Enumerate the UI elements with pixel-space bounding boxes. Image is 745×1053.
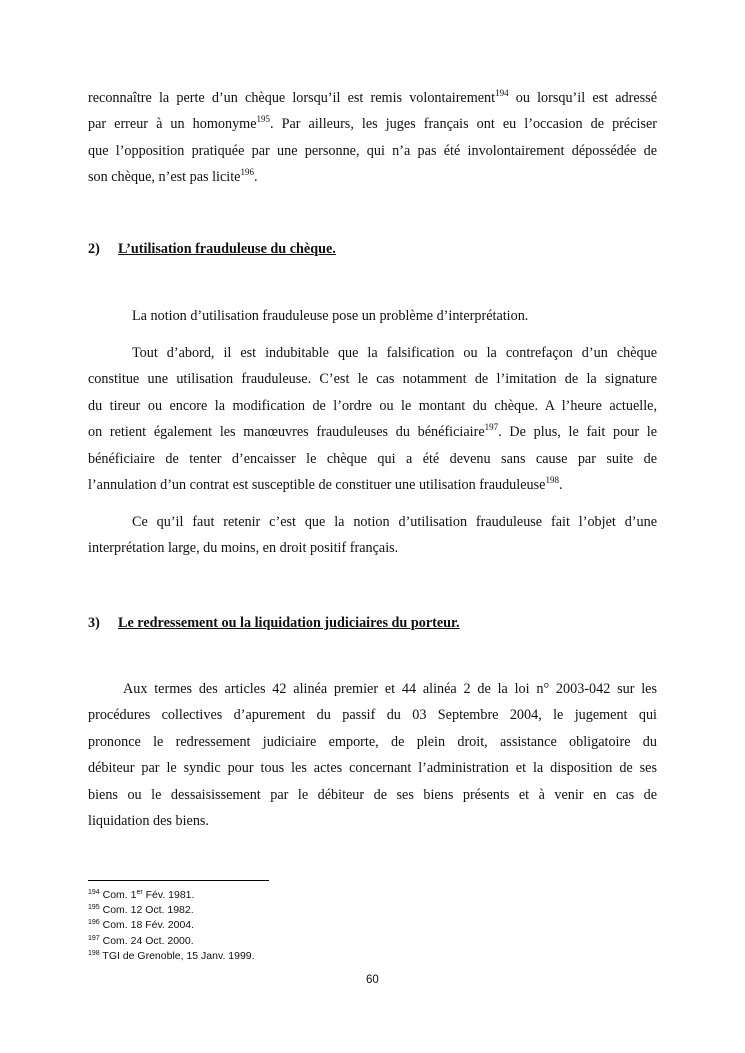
footnote-text: TGI de Grenoble, 15 Janv. 1999.	[99, 949, 255, 962]
footnote-reference: 197	[484, 422, 499, 433]
paragraph-aux-termes	[88, 676, 657, 834]
section-heading-2	[88, 241, 336, 258]
text-line	[88, 472, 657, 498]
footnote	[88, 918, 255, 933]
text-line	[88, 535, 657, 561]
text-line	[88, 446, 657, 472]
footnote-reference: 194	[495, 88, 509, 98]
footnote	[88, 888, 255, 903]
footnote-number: 198	[88, 949, 100, 957]
footnote-text: Fév. 1981.	[142, 889, 195, 901]
footnote-reference: 195	[256, 114, 270, 125]
footnote-reference: 196	[240, 167, 254, 178]
footnote-number: 194	[88, 889, 100, 896]
text-segment: . Par ailleurs, les juges français ont eu l’occasion de préciser	[270, 116, 657, 133]
text-segment: La notion d’utilisation frauduleuse pose un problème d’interprétation.	[132, 308, 529, 324]
text-segment: .	[253, 169, 258, 186]
text-line	[88, 111, 657, 137]
text-segment: bénéficiaire de tenter d’encaisser le chèque qui a été devenu sans cause par suite de	[88, 450, 657, 467]
heading-number: 2)	[88, 241, 100, 257]
text-segment: liquidation des biens.	[88, 812, 209, 829]
text-segment: Tout d’abord, il est indubitable que la falsification ou la contrefaçon d’un chèque	[132, 345, 657, 361]
text-line	[88, 164, 657, 190]
footnote	[88, 949, 255, 964]
text-segment: son chèque, n’est pas licite	[88, 169, 241, 186]
text-line	[88, 138, 657, 164]
paragraph-retenir	[88, 509, 657, 562]
text-segment: constitue une utilisation frauduleuse. C’est le cas notamment de l’imitation de la signature	[88, 371, 657, 388]
text-line	[88, 340, 657, 366]
paragraph-intro	[88, 303, 657, 329]
text-line	[88, 419, 657, 445]
text-segment: procédures collectives d’apurement du passif du 03 Septembre 2004, le jugement qui	[88, 707, 657, 724]
text-segment: l’annulation d’un contrat est susceptible de constituer une utilisation frauduleuse	[88, 476, 546, 493]
footnote	[88, 903, 255, 918]
text-segment: du tireur ou encore la modification de l’ordre ou le montant du chèque. A l’heure actuelle,	[88, 397, 657, 414]
text-segment: biens ou le dessaisissement par le débiteur de ses biens présents et à venir en cas de	[88, 786, 657, 803]
text-line	[88, 729, 657, 755]
text-segment: par erreur à un homonyme	[88, 116, 257, 133]
footnote	[88, 934, 255, 949]
text-segment: ou lorsqu’il est adressé	[508, 90, 657, 106]
text-line	[132, 303, 657, 329]
text-segment: Aux termes des articles 42 alinéa premier et 44 alinéa 2 de la loi n° 2003-042 sur les	[123, 681, 657, 697]
text-segment: on retient également les manœuvres frauduleuses du bénéficiaire	[88, 424, 485, 441]
text-line	[88, 755, 657, 781]
text-line	[88, 509, 657, 535]
footnotes	[88, 888, 255, 964]
footnote-text: Com. 1	[99, 889, 137, 901]
text-segment: reconnaître la perte d’un chèque lorsqu’il est remis volontairement	[88, 90, 496, 106]
text-segment: interprétation large, du moins, en droit positif français.	[88, 540, 399, 557]
ordinal-suffix: er	[136, 889, 143, 896]
footnote-text: Com. 18 Fév. 2004.	[99, 919, 195, 932]
heading-title: Le redressement ou la liquidation judiciaires du porteur.	[118, 615, 460, 631]
footnote-number: 196	[88, 919, 100, 927]
footnote-text: Com. 12 Oct. 1982.	[99, 904, 194, 917]
paragraph-tout-dabord	[88, 340, 657, 498]
text-segment: que l’opposition pratiquée par une personne, qui n’a pas été involontairement dépossédée de	[88, 142, 657, 159]
paragraph-opposition	[88, 85, 657, 191]
text-segment: prononce le redressement judiciaire emporte, de plein droit, assistance obligatoire du	[88, 733, 657, 750]
footnote-reference: 198	[545, 474, 559, 485]
text-line	[88, 702, 657, 728]
text-line	[88, 393, 657, 419]
text-segment: débiteur par le syndic pour tous les actes concernant l’administration et la disposition de ses	[88, 760, 657, 777]
text-line	[88, 85, 657, 111]
text-segment: . De plus, le fait pour le	[498, 424, 657, 441]
text-segment: Ce qu’il faut retenir c’est que la notion d’utilisation frauduleuse fait l’objet d’une	[132, 514, 657, 530]
heading-number: 3)	[88, 615, 100, 631]
page-number: 60	[366, 974, 379, 986]
footnote-separator	[88, 880, 269, 881]
footnote-number: 197	[88, 934, 100, 942]
text-segment: .	[558, 476, 563, 493]
footnote-text: Com. 24 Oct. 2000.	[99, 934, 194, 947]
text-line	[88, 808, 657, 834]
text-line	[88, 366, 657, 392]
section-heading-3	[88, 615, 460, 632]
text-line	[88, 676, 657, 702]
footnote-number: 195	[88, 904, 100, 912]
heading-title: L’utilisation frauduleuse du chèque.	[118, 241, 336, 257]
text-line	[88, 782, 657, 808]
